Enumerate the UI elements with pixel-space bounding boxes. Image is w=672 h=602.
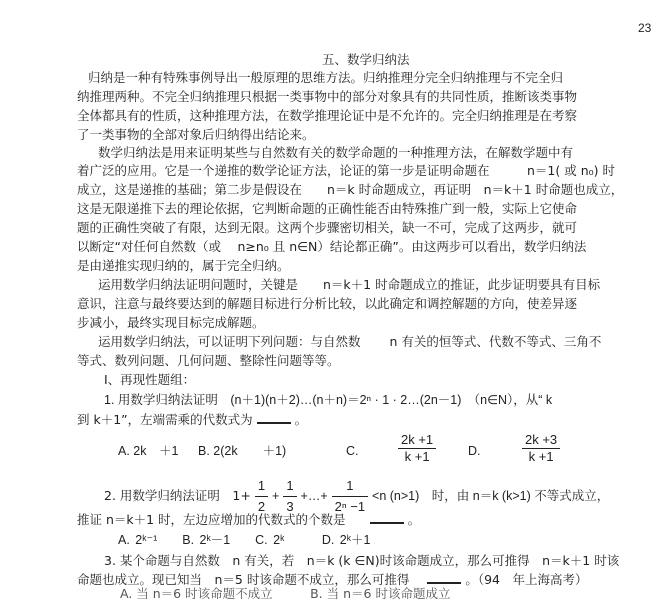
question-1-line2 bbox=[77, 412, 307, 428]
paragraph-line: 成立，这是递推的基础；第二步是假设在 n＝k 时命题成立，再证明 n＝k＋1 时命题也成立， bbox=[77, 182, 624, 197]
paragraph-line: 了一类事物的全部对象后归纳得出结论来。 bbox=[77, 127, 315, 142]
page-number: 23 bbox=[638, 21, 652, 35]
plus: + bbox=[272, 489, 280, 503]
paragraph-line: 全体都具有的性质，这种推理方法，在数学推理论证中是不允许的。完全归纳推理是在考察 bbox=[77, 108, 578, 123]
q2-prefix: 2. 用数学归纳法证明 1+ bbox=[104, 488, 251, 503]
question-2-line2 bbox=[77, 512, 420, 528]
numerator: 2k +3 bbox=[522, 432, 560, 449]
paragraph-line: 数学归纳法是用来证明某些与自然数有关的数学命题的一种推理方法，在解数学题中有 bbox=[98, 145, 574, 160]
q1-option-d: D. bbox=[468, 444, 481, 458]
paragraph-line: 意识，注意与最终要达到的解题目标进行分析比较，以此确定和调控解题的方向，使差异逐 bbox=[77, 296, 578, 311]
q2-options: A. 2ᵏ⁻¹ B. 2ᵏ－1 C. 2ᵏ D. 2ᵏ＋1 bbox=[118, 533, 371, 547]
question-1-prompt: 到 k＋1”，左端需乘的代数式为 bbox=[77, 412, 253, 427]
answer-blank bbox=[370, 522, 404, 524]
numerator: 1 bbox=[283, 476, 296, 497]
denominator: 3 bbox=[286, 499, 294, 514]
paragraph-line: 着广泛的应用。它是一个递推的数学论证方法，论证的第一步是证明命题在 n＝1( 或 n₀) 时 bbox=[77, 163, 615, 178]
q1-option-b: B. 2(2k ＋1) bbox=[198, 444, 287, 458]
paragraph-line: 归纳是一种有特殊事例导出一般原理的思维方法。归纳推理分完全归纳推理与不完全归 bbox=[88, 70, 564, 85]
paragraph-line: 是由递推实现归纳的，属于完全归纳。 bbox=[77, 258, 290, 273]
question-3-text: 3. 某个命题与自然数 n 有关，若 n＝k (k ∈N)时该命题成立，那么可推得 n＝k＋1 时该 bbox=[104, 553, 620, 568]
q2-prompt: 推证 n＝k＋1 时，左边应增加的代数式的个数是 bbox=[77, 512, 346, 527]
paragraph-line: 等式、数列问题、几何问题、整除性问题等等。 bbox=[77, 353, 340, 368]
answer-blank bbox=[427, 582, 461, 584]
question-2-text bbox=[104, 476, 609, 517]
section-title: 五、数学归纳法 bbox=[322, 52, 410, 67]
q3-source: 。（94 年上海高考） bbox=[465, 572, 588, 587]
plus-ellipsis: +…+ bbox=[300, 489, 328, 503]
section-heading: Ⅰ、再现性题组： bbox=[104, 372, 196, 387]
numerator: 1 bbox=[255, 476, 268, 497]
denominator: k +1 bbox=[404, 449, 430, 464]
paragraph-line: 题的正确性突破了有限，达到无限。这两个步骤密切相关，缺一不可，完成了这两步，就可 bbox=[77, 220, 578, 235]
q1-option-d-fraction bbox=[522, 432, 560, 465]
q1-option-c: C. bbox=[346, 444, 359, 458]
paragraph-line: 步减小，最终实现目标完成解题。 bbox=[77, 315, 265, 330]
numerator: 2k +1 bbox=[398, 432, 436, 449]
q1-option-a: A. 2k ＋1 bbox=[118, 444, 179, 458]
paragraph-line: 以断定“对任何自然数（或 n≥n₀ 且 n∈N）结论都正确”。由这两步可以看出，数学归纳法 bbox=[77, 239, 587, 254]
paragraph-line: 纳推理两种。不完全归纳推理只根据一类事物中的部分对象具有的共同性质，推断该类事物 bbox=[77, 89, 578, 104]
paragraph-line: 运用数学归纳法证明问题时，关键是 n＝k＋1 时命题成立的推证，此步证明要具有目标 bbox=[98, 277, 601, 292]
punct: 。 bbox=[294, 412, 308, 427]
paragraph-line: 运用数学归纳法，可以证明下列问题：与自然数 n 有关的恒等式、代数不等式、三角不 bbox=[98, 334, 602, 349]
numerator: 1 bbox=[332, 476, 368, 497]
q3-options-partial: A. 当 n＝6 时该命题不成立 B. 当 n＝6 时该命题成立 bbox=[120, 586, 451, 601]
question-1-text: 1. 用数学归纳法证明 (n＋1)(n＋2)…(n＋n)＝2ⁿ · 1 · 2…(2n－1) （n∈N），从“ k bbox=[104, 393, 553, 407]
q2-suffix: <n (n>1) 时，由 n＝k (k>1) 不等式成立， bbox=[372, 489, 610, 503]
q3-prompt: 命题也成立。现已知当 n＝5 时该命题不成立，那么可推得 bbox=[77, 572, 410, 587]
q1-option-c-fraction bbox=[398, 432, 436, 465]
denominator: 2ⁿ −1 bbox=[334, 499, 366, 514]
punct: 。 bbox=[407, 512, 421, 527]
denominator: k +1 bbox=[528, 449, 554, 464]
denominator: 2 bbox=[257, 499, 266, 514]
paragraph-line: 这是无限递推下去的理论依据，它判断命题的正确性能否由特殊推广到一般，实际上它使命 bbox=[77, 201, 578, 216]
answer-blank bbox=[257, 422, 291, 424]
